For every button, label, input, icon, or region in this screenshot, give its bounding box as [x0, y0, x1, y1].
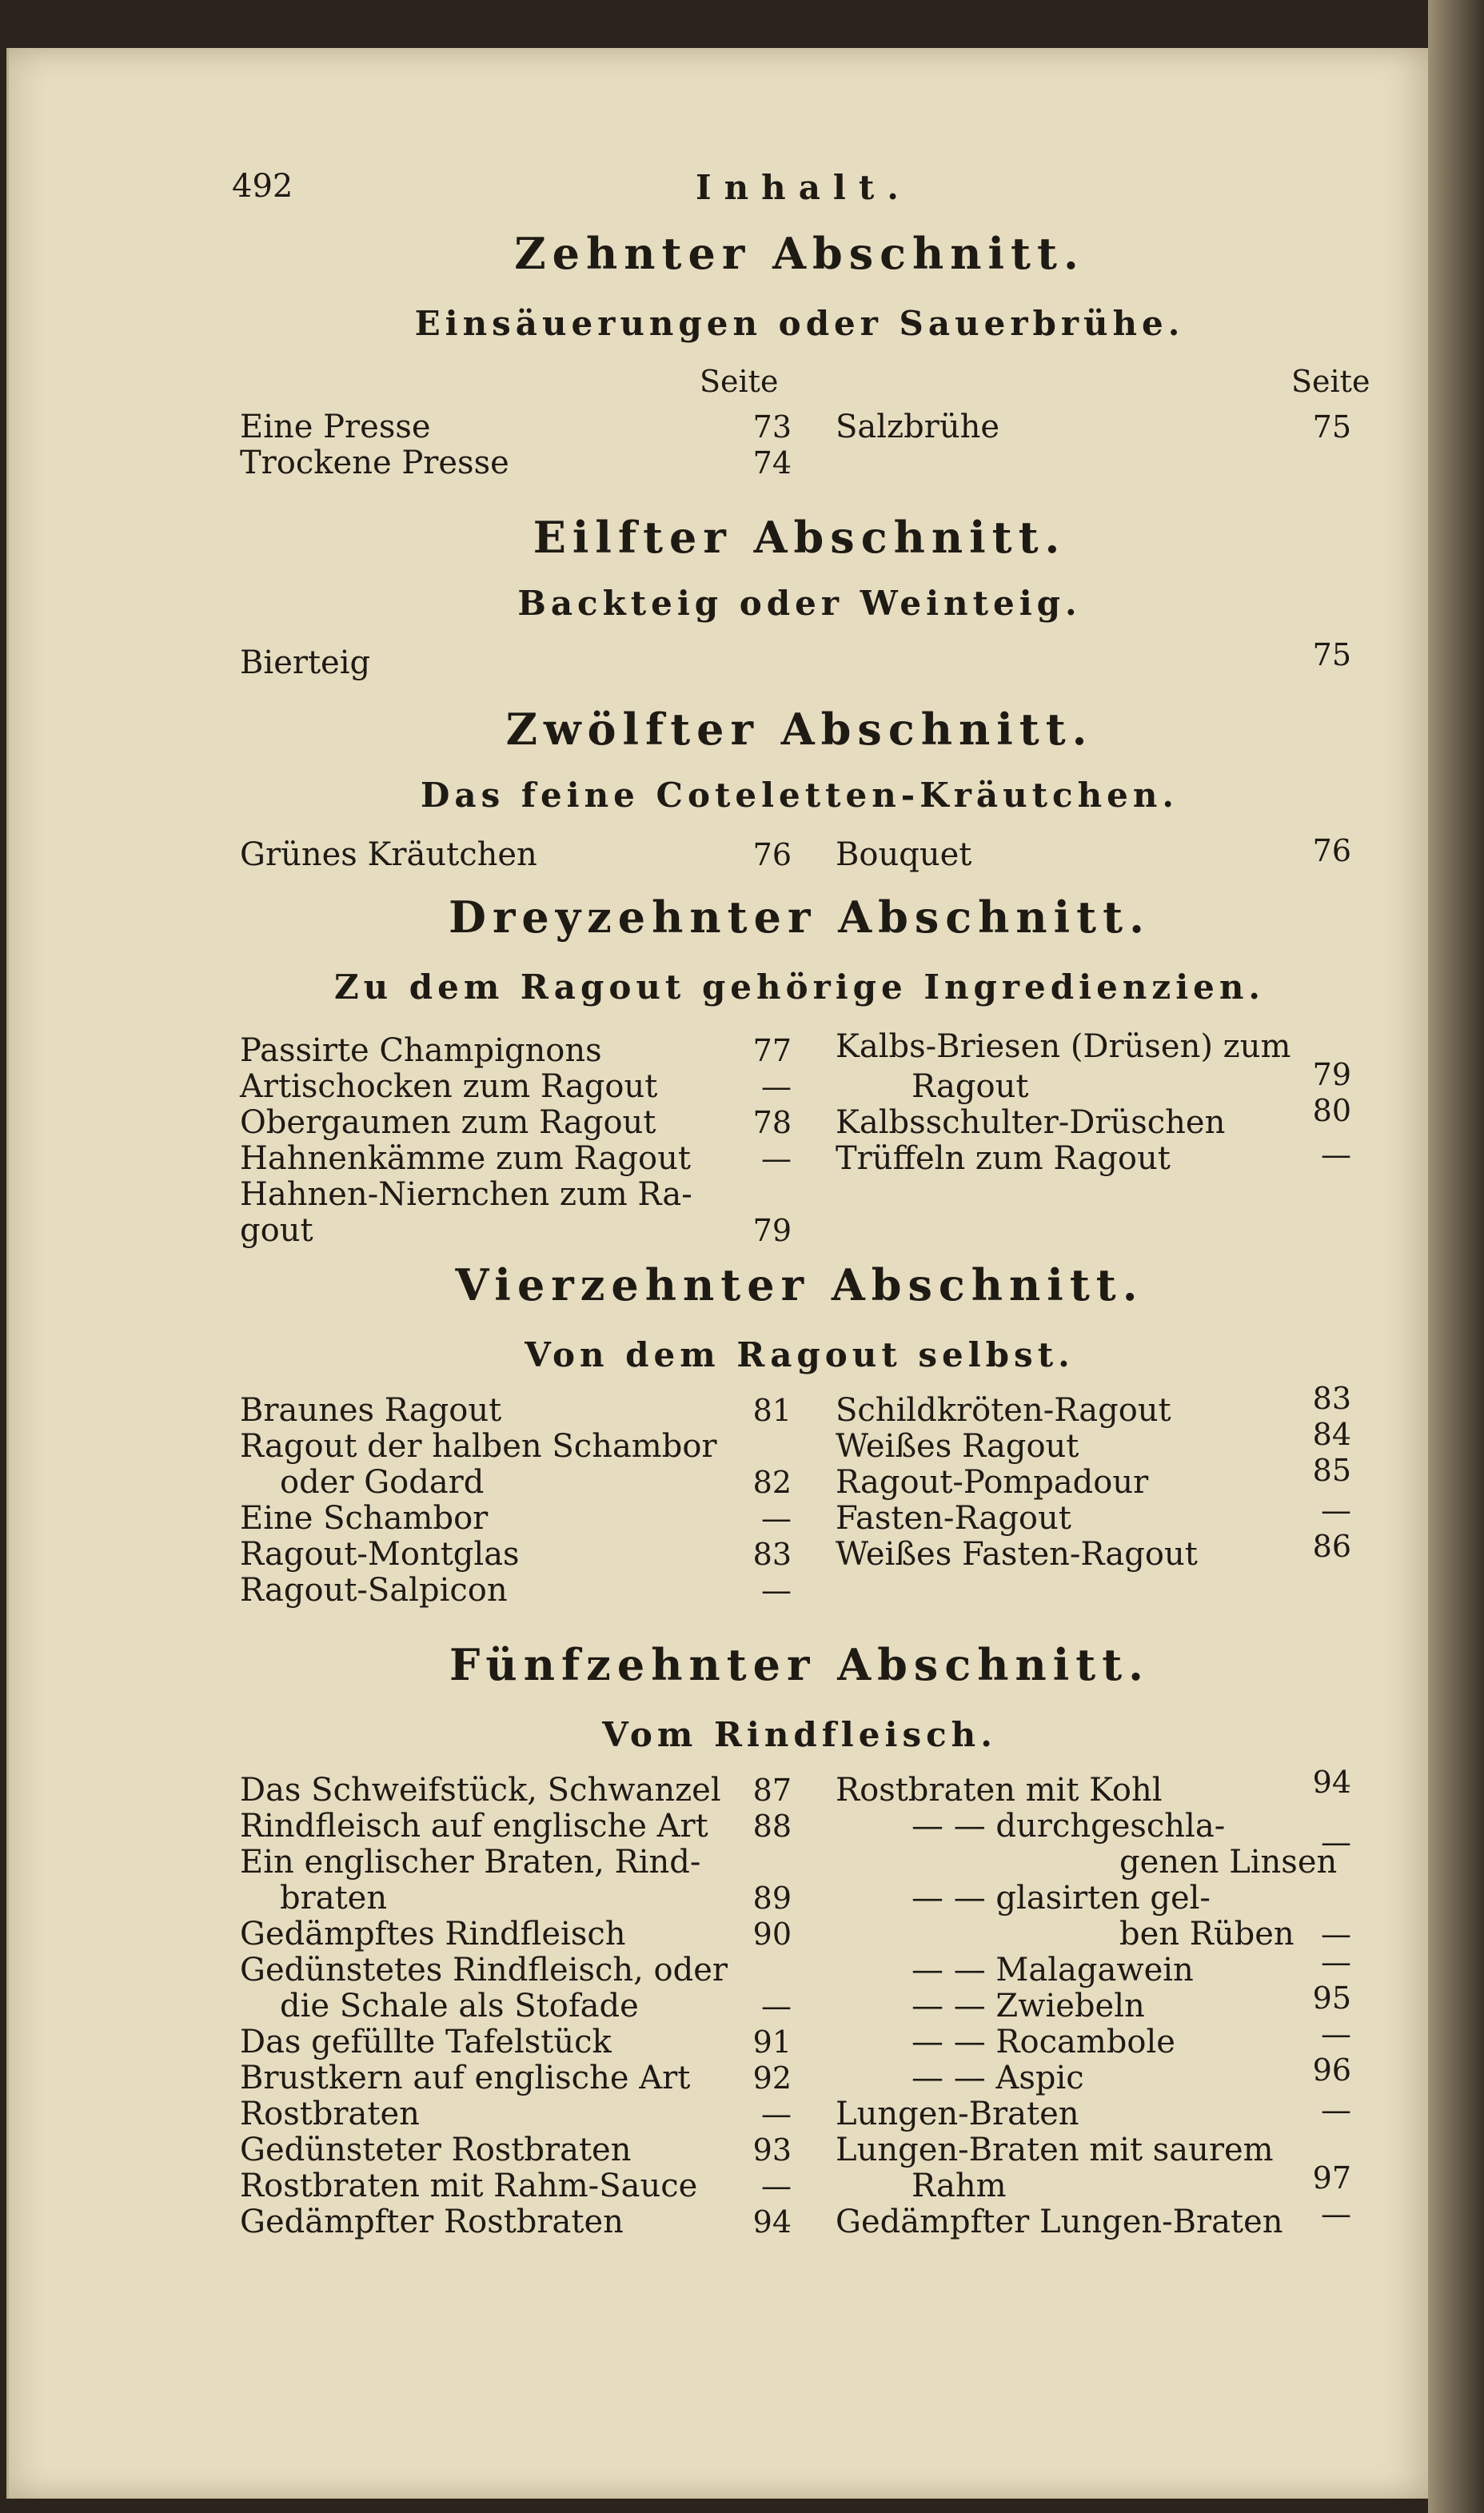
toc-page: 79 — [1312, 1057, 1351, 1092]
toc-entry: Rostbraten mit Kohl — [836, 1772, 1163, 1809]
section-heading: Zehnter Abschnitt. — [514, 228, 1085, 279]
section-subheading: Von dem Ragout selbst. — [525, 1335, 1075, 1374]
toc-entry: ben Rüben — [1119, 1916, 1295, 1953]
toc-page: 82 — [752, 1465, 792, 1500]
toc-entry: Gedämpftes Rindfleisch — [240, 1916, 626, 1953]
seite-label-right: Seite — [1291, 364, 1370, 399]
toc-page: 91 — [752, 2024, 792, 2060]
toc-entry: Weißes Fasten-Ragout — [836, 1536, 1198, 1573]
toc-page: 96 — [1312, 2052, 1351, 2088]
toc-page: 76 — [1312, 833, 1351, 868]
toc-page: — — [1321, 1493, 1351, 1528]
toc-entry: Artischocken zum Ragout — [240, 1068, 658, 1105]
toc-entry: braten — [280, 1880, 388, 1917]
toc-page: 85 — [1312, 1453, 1351, 1488]
toc-page: — — [1321, 1945, 1351, 1980]
toc-entry: Hahnen-Niernchen zum Ra- — [240, 1176, 692, 1213]
toc-entry: Grünes Kräutchen — [240, 836, 537, 873]
section-subheading: Backteig oder Weinteig. — [517, 584, 1082, 623]
toc-entry: genen Linsen — [1119, 1844, 1338, 1881]
section-heading: Vierzehnter Abschnitt. — [455, 1259, 1144, 1310]
toc-entry: — — Aspic — [912, 2060, 1084, 2096]
section-subheading: Zu dem Ragout gehörige Ingredienzien. — [333, 967, 1266, 1007]
toc-entry: Schildkröten-Ragout — [836, 1392, 1171, 1429]
section-heading: Zwölfter Abschnitt. — [505, 704, 1094, 755]
toc-page: — — [761, 1573, 792, 1608]
toc-page: 84 — [1312, 1417, 1351, 1452]
toc-entry: Eine Presse — [240, 409, 431, 445]
toc-entry: Lungen-Braten mit saurem — [836, 2132, 1274, 2168]
section-heading: Eilfter Abschnitt. — [533, 512, 1067, 563]
running-title: Inhalt. — [696, 168, 912, 207]
toc-entry: — — durchgeschla- — [912, 1808, 1226, 1845]
toc-page: 73 — [752, 409, 792, 445]
toc-entry: Trüffeln zum Ragout — [836, 1140, 1171, 1177]
page-number: 492 — [232, 168, 293, 205]
toc-page: 92 — [752, 2060, 792, 2096]
toc-page: 93 — [752, 2132, 792, 2168]
toc-entry: Braunes Ragout — [240, 1392, 502, 1429]
toc-entry: Gedünstetes Rindfleisch, oder — [240, 1952, 728, 1988]
toc-entry: gout — [240, 1212, 313, 1249]
toc-page: — — [1321, 2092, 1351, 2128]
toc-page: 88 — [752, 1809, 792, 1844]
toc-entry: Das Schweifstück, Schwanzel — [240, 1772, 721, 1809]
toc-entry: Ragout-Salpicon — [240, 1572, 508, 1609]
toc-page: 75 — [1312, 409, 1351, 445]
toc-entry: Salzbrühe — [836, 409, 1000, 445]
toc-page: 76 — [752, 837, 792, 872]
seite-label-left: Seite — [700, 364, 779, 399]
toc-entry: Ein englischer Braten, Rind- — [240, 1844, 701, 1881]
toc-page: — — [761, 1501, 792, 1536]
section-subheading: Das feine Coteletten-Kräutchen. — [420, 776, 1179, 815]
toc-entry: Brustkern auf englische Art — [240, 2060, 691, 2096]
toc-entry: Eine Schambor — [240, 1500, 489, 1537]
section-subheading: Vom Rindfleisch. — [602, 1715, 997, 1754]
toc-entry: Ragout-Montglas — [240, 1536, 520, 1573]
toc-page: — — [1321, 2196, 1351, 2232]
toc-page: 83 — [752, 1537, 792, 1572]
toc-entry: Trockene Presse — [240, 445, 509, 481]
toc-entry: Weißes Ragout — [836, 1428, 1079, 1465]
toc-entry: Ragout-Pompadour — [836, 1464, 1149, 1501]
toc-entry: Bouquet — [836, 836, 972, 873]
toc-entry: die Schale als Stofade — [280, 1988, 639, 2024]
toc-page: — — [761, 2168, 792, 2204]
toc-entry: — — Zwiebeln — [912, 1988, 1145, 2024]
toc-page: — — [1321, 2016, 1351, 2052]
section-subheading: Einsäuerungen oder Sauerbrühe. — [414, 304, 1185, 343]
toc-entry: Rostbraten mit Rahm-Sauce — [240, 2168, 698, 2204]
toc-page: — — [761, 1988, 792, 2024]
toc-page: 94 — [752, 2204, 792, 2240]
toc-page: — — [1321, 1137, 1351, 1172]
toc-page: 86 — [1312, 1529, 1351, 1564]
toc-entry: — — Malagawein — [912, 1952, 1194, 1988]
page-header — [0, 168, 1359, 216]
toc-page: — — [761, 2096, 792, 2132]
toc-entry: Ragout der halben Schambor — [240, 1428, 717, 1465]
toc-page: — — [761, 1141, 792, 1176]
toc-entry: Rahm — [912, 2168, 1007, 2204]
book-gutter — [1428, 0, 1484, 2513]
toc-entry: Kalbsschulter-Drüschen — [836, 1104, 1226, 1141]
toc-page: 81 — [752, 1393, 792, 1428]
toc-entry: Fasten-Ragout — [836, 1500, 1071, 1537]
toc-entry: Gedämpfter Lungen-Braten — [836, 2204, 1283, 2240]
toc-page: 95 — [1312, 1980, 1351, 2016]
toc-entry: Gedämpfter Rostbraten — [240, 2204, 624, 2240]
toc-entry: Gedünsteter Rostbraten — [240, 2132, 632, 2168]
toc-page: 97 — [1312, 2160, 1351, 2196]
toc-entry: oder Godard — [280, 1464, 485, 1501]
toc-page: 78 — [752, 1105, 792, 1140]
toc-entry: Lungen-Braten — [836, 2096, 1079, 2132]
toc-page: — — [1321, 1917, 1351, 1952]
toc-entry: Ragout — [912, 1068, 1029, 1105]
toc-entry: Kalbs-Briesen (Drüsen) zum — [836, 1028, 1291, 1065]
toc-page: — — [761, 1069, 792, 1104]
toc-entry: Obergaumen zum Ragout — [240, 1104, 656, 1141]
toc-entry: Hahnenkämme zum Ragout — [240, 1140, 691, 1177]
toc-page: 90 — [752, 1917, 792, 1952]
toc-page: 83 — [1312, 1381, 1351, 1416]
toc-page: 89 — [752, 1881, 792, 1916]
toc-entry: Rostbraten — [240, 2096, 420, 2132]
toc-entry: Rindfleisch auf englische Art — [240, 1808, 708, 1845]
toc-page: 75 — [1312, 637, 1351, 672]
toc-entry: — — Rocambole — [912, 2024, 1175, 2060]
section-heading: Dreyzehnter Abschnitt. — [449, 892, 1151, 943]
toc-page: — — [1321, 1825, 1351, 1860]
toc-page: 80 — [1312, 1093, 1351, 1128]
toc-page: 79 — [752, 1213, 792, 1248]
toc-page: 94 — [1312, 1765, 1351, 1800]
toc-entry: Bierteig — [240, 644, 371, 681]
toc-entry: Passirte Champignons — [240, 1032, 602, 1069]
toc-page: 74 — [752, 445, 792, 481]
section-heading: Fünfzehnter Abschnitt. — [449, 1639, 1150, 1690]
toc-page: 87 — [752, 1773, 792, 1808]
toc-page: 77 — [752, 1033, 792, 1068]
toc-entry: — — glasirten gel- — [912, 1880, 1211, 1917]
toc-entry: Das gefüllte Tafelstück — [240, 2024, 612, 2060]
